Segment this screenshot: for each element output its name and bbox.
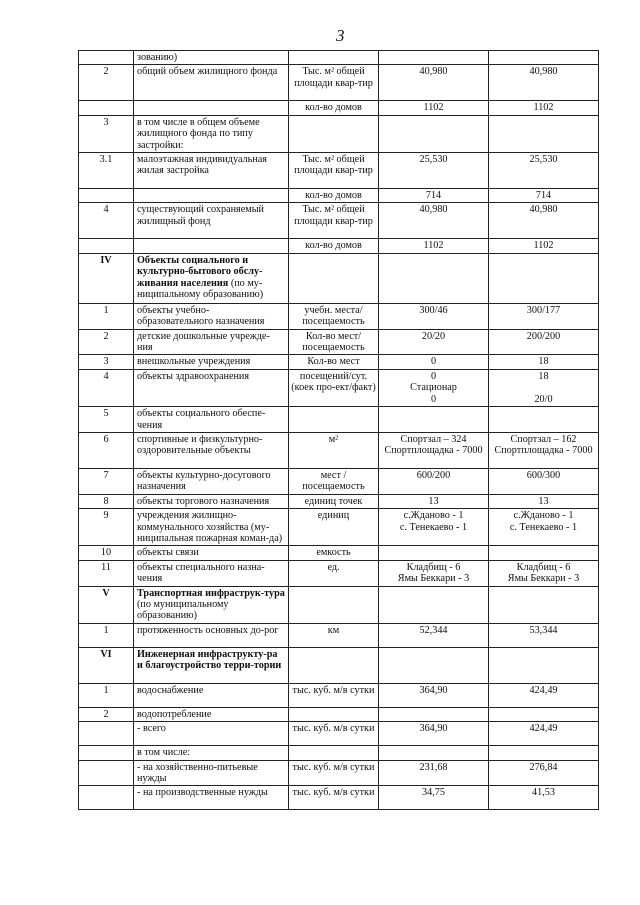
- value-current-line: 714: [425, 190, 442, 202]
- table-row: [79, 153, 599, 189]
- value-planned: [489, 707, 599, 721]
- table-row: [79, 560, 599, 586]
- row-number: [79, 786, 134, 810]
- table-row: [79, 509, 599, 546]
- table-row: [79, 722, 599, 746]
- value-current-line: 34,75: [422, 787, 445, 799]
- value-current: [379, 560, 489, 586]
- value-current: [379, 683, 489, 707]
- row-number: 1: [79, 303, 134, 329]
- indicator-name: [134, 239, 289, 253]
- unit-cell: Тыс. м² общей площади квар-тир: [289, 65, 379, 101]
- value-current-line: Спортзал – 324: [400, 433, 467, 445]
- row-number: 4: [79, 369, 134, 406]
- table-row: [79, 707, 599, 721]
- value-current: [379, 786, 489, 810]
- unit-cell: тыс. куб. м/в сутки: [289, 722, 379, 746]
- value-planned: [489, 253, 599, 303]
- row-number: 2: [79, 707, 134, 721]
- value-current-line: 1102: [423, 240, 444, 252]
- table-row: [79, 468, 599, 494]
- row-number: IV: [79, 253, 134, 303]
- value-planned: [489, 494, 599, 508]
- section-title: Инженерная инфраструкту-ра и благоустройство терри-тории: [137, 648, 282, 672]
- unit-cell: тыс. куб. м/в сутки: [289, 760, 379, 786]
- indicator-name: водоснабжение: [134, 683, 289, 707]
- table-row: [79, 65, 599, 101]
- value-planned: [489, 153, 599, 189]
- unit-cell: [289, 115, 379, 152]
- indicator-name: - всего: [134, 722, 289, 746]
- value-current-line: 1102: [423, 102, 444, 114]
- indicator-name: [134, 189, 289, 203]
- row-number: 5: [79, 407, 134, 433]
- value-current: [379, 432, 489, 468]
- section-subtitle: (по муниципальному образованию): [137, 598, 229, 622]
- indicator-name: объекты торгового назначения: [134, 494, 289, 508]
- indicator-name: - на хозяйственно-питьевые нужды: [134, 760, 289, 786]
- row-number: 9: [79, 509, 134, 546]
- value-planned-line: 300/177: [526, 304, 561, 316]
- value-planned: [489, 303, 599, 329]
- value-current: [379, 303, 489, 329]
- unit-cell: единиц точек: [289, 494, 379, 508]
- value-planned-line: с. Тенекаево - 1: [509, 521, 578, 533]
- table-row: [79, 623, 599, 647]
- table-row: [79, 546, 599, 560]
- row-number: [79, 189, 134, 203]
- value-planned: [489, 189, 599, 203]
- page-number: 3: [336, 26, 345, 45]
- value-current-line: 25,530: [419, 154, 448, 166]
- value-current: [379, 153, 489, 189]
- value-current-line: 0: [430, 393, 437, 405]
- value-planned: [489, 546, 599, 560]
- value-planned-line: 53,344: [529, 624, 558, 636]
- value-planned-line: 18: [538, 356, 549, 368]
- indicator-name: малоэтажная индивидуальная жилая застройка: [134, 153, 289, 189]
- value-current: [379, 509, 489, 546]
- value-current-line: 20/20: [421, 330, 446, 342]
- unit-cell: Тыс. м² общей площади квар-тир: [289, 203, 379, 239]
- indicator-name: - на производственные нужды: [134, 786, 289, 810]
- value-current: [379, 101, 489, 115]
- unit-cell: тыс. куб. м/в сутки: [289, 786, 379, 810]
- indicator-name: объекты социального обеспе-чения: [134, 407, 289, 433]
- unit-cell: Тыс. м² общей площади квар-тир: [289, 153, 379, 189]
- row-number: 3: [79, 115, 134, 152]
- value-planned: [489, 115, 599, 152]
- row-number: 1: [79, 683, 134, 707]
- value-planned-line: 200/200: [526, 330, 561, 342]
- value-current: [379, 65, 489, 101]
- value-current-line: 364,90: [419, 723, 448, 735]
- row-number: 2: [79, 65, 134, 101]
- value-current: [379, 746, 489, 760]
- table-row: [79, 407, 599, 433]
- value-planned: [489, 623, 599, 647]
- unit-cell: посещений/сут. (коек про-ект/факт): [289, 369, 379, 406]
- value-planned: [489, 101, 599, 115]
- value-current-line: 600/200: [416, 469, 451, 481]
- indicator-name: [134, 586, 289, 623]
- table-row: [79, 253, 599, 303]
- table-body: [79, 51, 599, 810]
- table-row: [79, 746, 599, 760]
- row-number: 2: [79, 329, 134, 355]
- value-current: [379, 369, 489, 406]
- value-planned: [489, 369, 599, 406]
- value-planned-line: 276,84: [529, 761, 558, 773]
- unit-cell: кол-во домов: [289, 189, 379, 203]
- value-planned-line: 1102: [533, 240, 554, 252]
- value-planned-line: 424,49: [529, 684, 558, 696]
- value-current-line: с.Жданово - 1: [403, 510, 464, 522]
- value-planned: [489, 355, 599, 369]
- value-current: [379, 707, 489, 721]
- value-current: [379, 546, 489, 560]
- row-number: V: [79, 586, 134, 623]
- value-current-line: 231,68: [419, 761, 448, 773]
- value-planned: [489, 51, 599, 65]
- value-current: [379, 51, 489, 65]
- table-row: [79, 303, 599, 329]
- table-row: [79, 760, 599, 786]
- unit-cell: единиц: [289, 509, 379, 546]
- value-current: [379, 329, 489, 355]
- row-number: [79, 51, 134, 65]
- indicator-name: спортивные и физкультурно-оздоровительные объекты: [134, 432, 289, 468]
- unit-cell: [289, 407, 379, 433]
- value-planned: [489, 683, 599, 707]
- value-current: [379, 115, 489, 152]
- value-current: [379, 468, 489, 494]
- unit-cell: учебн. места/ посещаемость: [289, 303, 379, 329]
- row-number: [79, 722, 134, 746]
- indicator-name: водопотребление: [134, 707, 289, 721]
- indicator-name: [134, 253, 289, 303]
- section-title: Транспортная инфраструк-тура: [137, 587, 285, 599]
- table-row: [79, 369, 599, 406]
- value-planned-line: Спортплощадка - 7000: [494, 445, 593, 457]
- table-row: [79, 647, 599, 683]
- unit-cell: [289, 707, 379, 721]
- table-row: [79, 203, 599, 239]
- value-planned: [489, 329, 599, 355]
- value-planned: [489, 468, 599, 494]
- row-number: 3.1: [79, 153, 134, 189]
- indicators-table: [78, 50, 599, 810]
- value-planned-line: 600/300: [526, 469, 561, 481]
- unit-cell: ед.: [289, 560, 379, 586]
- value-planned-line: Спортзал – 162: [510, 433, 577, 445]
- value-planned-line: 13: [538, 495, 549, 507]
- unit-cell: Кол-во мест: [289, 355, 379, 369]
- value-current-line: 364,90: [419, 684, 448, 696]
- indicator-name: объекты учебно-образовательного назначения: [134, 303, 289, 329]
- table-row: [79, 51, 599, 65]
- section-subtitle: (по му-ниципальному образованию): [137, 277, 264, 301]
- section-title: Объекты социального и культурно-бытового обслу-живания населения: [137, 254, 263, 289]
- indicator-name: существующий сохраняемый жилищный фонд: [134, 203, 289, 239]
- unit-cell: [289, 647, 379, 683]
- table-row: [79, 239, 599, 253]
- unit-cell: кол-во домов: [289, 101, 379, 115]
- value-planned: [489, 586, 599, 623]
- table-row: [79, 494, 599, 508]
- value-planned-line: 424,49: [529, 723, 558, 735]
- value-current: [379, 239, 489, 253]
- value-planned: [489, 786, 599, 810]
- unit-cell: м²: [289, 432, 379, 468]
- value-planned: [489, 239, 599, 253]
- table-row: [79, 101, 599, 115]
- indicator-name: в том числе:: [134, 746, 289, 760]
- indicator-name: [134, 101, 289, 115]
- value-planned: [489, 509, 599, 546]
- unit-cell: [289, 746, 379, 760]
- indicator-name: зованию): [134, 51, 289, 65]
- value-current-line: с. Тенекаево - 1: [399, 521, 468, 533]
- table-row: [79, 355, 599, 369]
- indicator-name: объекты связи: [134, 546, 289, 560]
- indicator-name: в том числе в общем объеме жилищного фонда по типу застройки:: [134, 115, 289, 152]
- table-row: [79, 329, 599, 355]
- value-planned: [489, 560, 599, 586]
- row-number: 4: [79, 203, 134, 239]
- value-planned-line: 1102: [533, 102, 554, 114]
- value-planned: [489, 760, 599, 786]
- value-current-line: 40,980: [419, 66, 448, 78]
- indicator-name: [134, 647, 289, 683]
- value-current-line: 300/46: [419, 304, 448, 316]
- value-planned-line: 18: [538, 370, 549, 382]
- value-current: [379, 623, 489, 647]
- value-planned: [489, 722, 599, 746]
- row-number: [79, 760, 134, 786]
- row-number: 11: [79, 560, 134, 586]
- value-current: [379, 253, 489, 303]
- row-number: [79, 746, 134, 760]
- table-row: [79, 683, 599, 707]
- table-row: [79, 115, 599, 152]
- value-planned: [489, 203, 599, 239]
- value-current: [379, 355, 489, 369]
- row-number: 6: [79, 432, 134, 468]
- value-current: [379, 760, 489, 786]
- value-planned-line: 41,53: [532, 787, 555, 799]
- row-number: 10: [79, 546, 134, 560]
- value-current: [379, 722, 489, 746]
- unit-cell: емкость: [289, 546, 379, 560]
- unit-cell: [289, 586, 379, 623]
- value-planned: [489, 65, 599, 101]
- indicator-name: общий объем жилищного фонда: [134, 65, 289, 101]
- unit-cell: мест /посещаемость: [289, 468, 379, 494]
- value-planned-line: с.Жданово - 1: [513, 510, 574, 522]
- table-row: [79, 432, 599, 468]
- value-current-line: 52,344: [419, 624, 448, 636]
- value-planned-line: 714: [535, 190, 552, 202]
- row-number: [79, 101, 134, 115]
- value-current-line: 0: [430, 356, 437, 368]
- value-planned: [489, 432, 599, 468]
- unit-cell: [289, 51, 379, 65]
- indicator-name: объекты специального назна-чения: [134, 560, 289, 586]
- value-current-line: Ямы Беккари - 3: [397, 573, 470, 585]
- indicator-name: учреждения жилищно-коммунального хозяйства (му-ниципальная пожарная коман-да): [134, 509, 289, 546]
- unit-cell: [289, 253, 379, 303]
- unit-cell: тыс. куб. м/в сутки: [289, 683, 379, 707]
- indicator-name: детские дошкольные учрежде-ния: [134, 329, 289, 355]
- value-planned-line: 40,980: [529, 204, 558, 216]
- row-number: 1: [79, 623, 134, 647]
- table-row: [79, 786, 599, 810]
- value-planned: [489, 746, 599, 760]
- table-row: [79, 189, 599, 203]
- value-current: [379, 203, 489, 239]
- unit-cell: кол-во домов: [289, 239, 379, 253]
- indicator-name: объекты культурно-досугового назначения: [134, 468, 289, 494]
- value-current-line: 13: [428, 495, 439, 507]
- value-current: [379, 494, 489, 508]
- row-number: VI: [79, 647, 134, 683]
- value-current: [379, 647, 489, 683]
- indicator-name: объекты здравоохранения: [134, 369, 289, 406]
- value-current-line: 0: [430, 370, 437, 382]
- indicator-name: протяженность основных до-рог: [134, 623, 289, 647]
- row-number: [79, 239, 134, 253]
- indicator-name: внешкольные учреждения: [134, 355, 289, 369]
- value-current-line: Спортплощадка - 7000: [384, 445, 483, 457]
- value-planned-line: 20/0: [534, 393, 553, 405]
- value-planned: [489, 407, 599, 433]
- unit-cell: Кол-во мест/ посещаемость: [289, 329, 379, 355]
- value-planned: [489, 647, 599, 683]
- value-current: [379, 407, 489, 433]
- value-current-line: Стационар: [410, 382, 457, 394]
- unit-cell: км: [289, 623, 379, 647]
- value-planned-line: 40,980: [529, 66, 558, 78]
- row-number: 3: [79, 355, 134, 369]
- value-planned-line: 25,530: [529, 154, 558, 166]
- value-planned-line: Ямы Беккари - 3: [507, 573, 580, 585]
- value-current-line: 40,980: [419, 204, 448, 216]
- value-planned-line: Кладбищ - 6: [516, 561, 571, 573]
- row-number: 7: [79, 468, 134, 494]
- value-current-line: Кладбищ - 6: [406, 561, 461, 573]
- value-current: [379, 586, 489, 623]
- row-number: 8: [79, 494, 134, 508]
- table-row: [79, 586, 599, 623]
- value-current: [379, 189, 489, 203]
